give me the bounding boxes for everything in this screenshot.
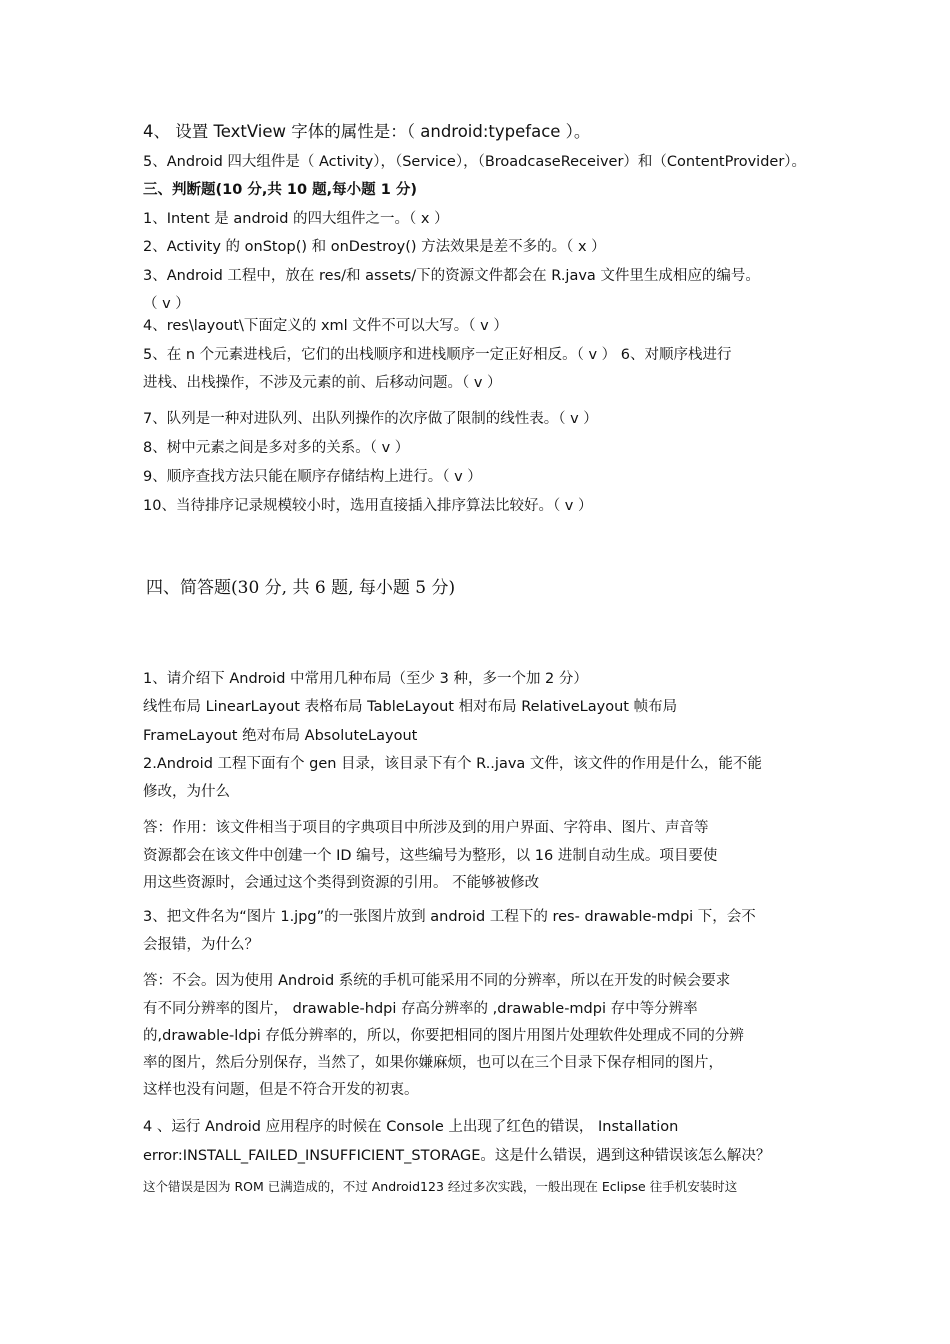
short-answer-answer-3-line-1: 答：不会。因为使用 Android 系统的手机可能采用不同的分辨率，所以在开发的时候会要求 xyxy=(143,973,731,989)
true-false-question-3: 3、Android 工程中，放在 res/和 assets/下的资源文件都会在 R.java 文件里生成相应的编号。 xyxy=(143,268,760,284)
true-false-question-3-answer: （ v ） xyxy=(143,296,190,312)
true-false-question-1: 1、Intent 是 android 的四大组件之一。（ x ） xyxy=(143,211,449,227)
short-answer-question-2-cont: 修改，为什么 xyxy=(143,784,230,800)
true-false-question-4: 4、res\layout\下面定义的 xml 文件不可以大写。（ v ） xyxy=(143,318,508,334)
section-heading-true-false: 三、判断题(10 分,共 10 题,每小题 1 分) xyxy=(143,182,417,198)
true-false-question-7: 7、队列是一种对进队列、出队列操作的次序做了限制的线性表。（ v ） xyxy=(143,411,598,427)
short-answer-question-3: 3、把文件名为“图片 1.jpg”的一张图片放到 android 工程下的 res- drawable-mdpi 下，会不 xyxy=(143,909,756,925)
short-answer-answer-2-line-2: 资源都会在该文件中创建一个 ID 编号，这些编号为整形，以 16 进制自动生成。项目要使 xyxy=(143,848,718,864)
short-answer-answer-3-line-2: 有不同分辨率的图片， drawable-hdpi 存高分辨率的 ,drawable-mdpi 存中等分辨率 xyxy=(143,1001,698,1017)
short-answer-answer-3-line-4: 率的图片，然后分别保存，当然了，如果你嫌麻烦，也可以在三个目录下保存相同的图片， xyxy=(143,1055,723,1071)
short-answer-question-4-cont: error:INSTALL_FAILED_INSUFFICIENT_STORAGE。这是什么错误，遇到这种错误该怎么解决？ xyxy=(143,1148,771,1164)
short-answer-answer-4-line-1: 这个错误是因为 ROM 已满造成的，不过 Android123 经过多次实践，一般出现在 Eclipse 往手机安装时这 xyxy=(143,1179,738,1194)
true-false-question-9: 9、顺序查找方法只能在顺序存储结构上进行。（ v ） xyxy=(143,469,482,485)
short-answer-answer-1-line-1: 线性布局 LinearLayout 表格布局 TableLayout 相对布局 RelativeLayout 帧布局 xyxy=(143,699,678,715)
true-false-question-6-cont: 进栈、出栈操作，不涉及元素的前、后移动问题。（ v ） xyxy=(143,375,502,391)
true-false-question-10: 10、当待排序记录规模较小时，选用直接插入排序算法比较好。（ v ） xyxy=(143,498,593,514)
section-heading-short-answer: 四、简答题(30 分, 共 6 题, 每小题 5 分) xyxy=(146,578,456,598)
true-false-question-5-6: 5、在 n 个元素进栈后，它们的出栈顺序和进栈顺序一定正好相反。（ v ） 6、对顺序栈进行 xyxy=(143,347,732,363)
short-answer-question-2: 2.Android 工程下面有个 gen 目录，该目录下有个 R..java 文件，该文件的作用是什么，能不能 xyxy=(143,756,762,772)
short-answer-answer-2-line-1: 答：作用：该文件相当于项目的字典项目中所涉及到的用户界面、字符串、图片、声音等 xyxy=(143,820,709,836)
short-answer-answer-3-line-5: 这样也没有问题，但是不符合开发的初衷。 xyxy=(143,1082,419,1098)
fill-in-question-4: 4、 设置 TextView 字体的属性是：（ android:typeface ）。 xyxy=(143,122,591,141)
short-answer-answer-1-line-2: FrameLayout 绝对布局 AbsoluteLayout xyxy=(143,728,418,744)
short-answer-question-1: 1、请介绍下 Android 中常用几种布局（至少 3 种，多一个加 2 分） xyxy=(143,671,588,687)
true-false-question-8: 8、树中元素之间是多对多的关系。（ v ） xyxy=(143,440,410,456)
short-answer-answer-2-line-3: 用这些资源时，会通过这个类得到资源的引用。 不能够被修改 xyxy=(143,875,540,891)
short-answer-answer-3-line-3: 的,drawable-ldpi 存低分辨率的，所以，你要把相同的图片用图片处理软件处理成不同的分辨 xyxy=(143,1028,744,1044)
short-answer-question-3-cont: 会报错，为什么？ xyxy=(143,937,259,953)
short-answer-question-4: 4 、运行 Android 应用程序的时候在 Console 上出现了红色的错误， Installation xyxy=(143,1119,679,1135)
fill-in-question-5: 5、Android 四大组件是（ Activity），（Service），（BroadcaseReceiver）和（ContentProvider）。 xyxy=(143,154,807,170)
true-false-question-2: 2、Activity 的 onStop() 和 onDestroy() 方法效果是差不多的。（ x ） xyxy=(143,239,606,255)
